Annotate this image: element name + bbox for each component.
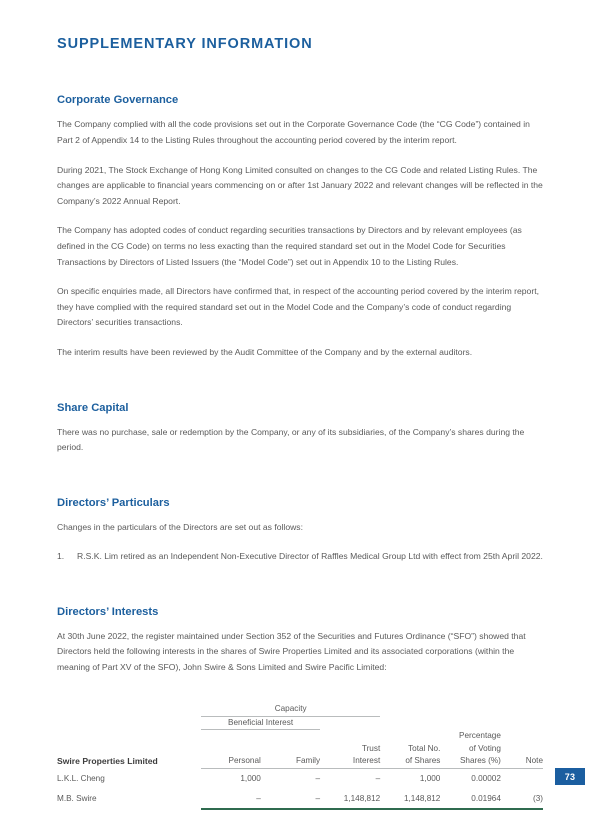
section-corporate-governance bbox=[57, 93, 543, 360]
column-header-trust-interest bbox=[320, 730, 380, 768]
table-group-header-row bbox=[57, 702, 543, 716]
row-total: 1,148,812 bbox=[403, 793, 441, 803]
directors-interests-table-wrapper bbox=[57, 702, 543, 811]
section-spacer bbox=[57, 587, 543, 605]
table-entity-label: Swire Properties Limited bbox=[57, 756, 158, 767]
heading-corporate-governance: Corporate Governance bbox=[57, 94, 179, 107]
heading-share-capital: Share Capital bbox=[57, 401, 129, 414]
row-personal: 1,000 bbox=[240, 774, 261, 784]
table-subgroup-header-row bbox=[57, 717, 543, 730]
section-share-capital bbox=[57, 401, 543, 456]
paragraph: At 30th June 2022, the register maintained under Section 352 of the Securities and Futures Ordinance (“SFO”) showed that Directors held the following interests in the shares of Swire Properties Limited and its associated corporations (within the meaning of Part XV of the SFO), John Swire & Sons Limited and Swire Pacific Limited: bbox=[57, 630, 526, 673]
table-header-row bbox=[57, 730, 543, 768]
list-item-number: 1. bbox=[57, 551, 65, 562]
paragraph: Changes in the particulars of the Directors are set out as follows: bbox=[57, 521, 303, 532]
column-header-pct-line2: of Voting bbox=[469, 743, 501, 753]
heading-directors-interests: Directors’ Interests bbox=[57, 605, 159, 618]
rule-gap bbox=[57, 808, 201, 810]
section-directors-particulars bbox=[57, 496, 543, 565]
directors-particulars-list bbox=[57, 549, 543, 565]
table-rule-bottom bbox=[57, 808, 543, 810]
column-header-percentage-voting bbox=[440, 730, 501, 768]
row-percentage: 0.00002 bbox=[471, 774, 501, 784]
heading-directors-particulars: Directors’ Particulars bbox=[57, 496, 170, 509]
paragraph: The Company has adopted codes of conduct regarding securities transactions by Directors and by relevant employees (as defined in the CG Code) on terms no less exacting than the required standard set out in the Model Code for Securities Transactions by Directors of Listed Issuers (the “Model Code”) set out in Appendix 10 to the Listing Rules. bbox=[57, 225, 522, 267]
row-note bbox=[501, 769, 543, 789]
spacer-cell bbox=[320, 717, 380, 730]
paragraph: There was no purchase, sale or redemption by the Company, or any of its subsidiaries, of the Company’s shares during the period. bbox=[57, 426, 525, 453]
column-header-family: Family bbox=[295, 756, 321, 766]
page-title: SUPPLEMENTARY INFORMATION bbox=[57, 36, 313, 52]
column-header-total-shares bbox=[380, 730, 440, 768]
row-name: L.K.L. Cheng bbox=[57, 774, 105, 784]
column-header-personal: Personal bbox=[228, 756, 261, 766]
row-trust: 1,148,812 bbox=[343, 793, 381, 803]
directors-interests-table bbox=[57, 702, 543, 811]
column-header-trust-line1: Trust bbox=[361, 743, 381, 753]
spacer-cell bbox=[57, 717, 201, 730]
column-header-total-line1: Total No. bbox=[408, 743, 441, 753]
row-family: – bbox=[315, 793, 321, 803]
table-row bbox=[57, 789, 543, 809]
column-header-trust-line2: Interest bbox=[352, 756, 381, 766]
header-capacity: Capacity bbox=[274, 704, 307, 714]
row-note: (3) bbox=[532, 793, 543, 803]
row-percentage: 0.01964 bbox=[471, 793, 501, 803]
paragraph: The interim results have been reviewed by the Audit Committee of the Company and by the external auditors. bbox=[57, 346, 473, 357]
row-family: – bbox=[315, 774, 321, 784]
column-header-note: Note bbox=[525, 756, 543, 766]
spacer-cell bbox=[440, 717, 501, 730]
column-header-total-line2: of Shares bbox=[405, 756, 441, 766]
page-number: 73 bbox=[564, 771, 576, 782]
spacer-cell bbox=[501, 702, 543, 716]
page-content bbox=[57, 36, 543, 810]
row-total: 1,000 bbox=[419, 774, 441, 784]
row-name: M.B. Swire bbox=[57, 793, 97, 803]
list-item bbox=[57, 549, 543, 565]
section-spacer bbox=[57, 383, 543, 401]
column-header-pct-line1: Percentage bbox=[459, 731, 501, 741]
spacer-cell bbox=[380, 702, 440, 716]
spacer-cell bbox=[440, 702, 501, 716]
paragraph: On specific enquiries made, all Directors have confirmed that, in respect of the accounting period covered by the interim report, they have complied with the required standard set out in the Model Code and the Company’s code of conduct regarding Directors’ securities transactions. bbox=[57, 286, 539, 328]
section-spacer bbox=[57, 478, 543, 496]
section-directors-interests bbox=[57, 605, 543, 676]
row-personal: – bbox=[256, 793, 261, 803]
spacer-cell bbox=[57, 702, 201, 716]
paragraph: The Company complied with all the code provisions set out in the Corporate Governance Code (the “CG Code”) contained in Part 2 of Appendix 14 to the Listing Rules throughout the accounting period covered by the interim report. bbox=[57, 119, 530, 145]
header-beneficial-interest: Beneficial Interest bbox=[228, 717, 294, 727]
spacer-cell bbox=[380, 717, 440, 730]
paragraph: During 2021, The Stock Exchange of Hong Kong Limited consulted on changes to the CG Code and related Listing Rules. The changes are applicable to financial years commencing on or after 1st January 2022 and relevant changes will be reflected in the Company’s 2022 Annual Report. bbox=[57, 164, 543, 206]
row-trust: – bbox=[375, 774, 381, 784]
page-number-badge bbox=[555, 768, 585, 785]
spacer-cell bbox=[501, 717, 543, 730]
table-row bbox=[57, 769, 543, 789]
rule-segment bbox=[201, 808, 543, 810]
list-item-text: R.S.K. Lim retired as an Independent Non-Executive Director of Raffles Medical Group Ltd with effect from 25th April 2022. bbox=[77, 551, 543, 562]
column-header-pct-line3: Shares (%) bbox=[459, 756, 501, 766]
